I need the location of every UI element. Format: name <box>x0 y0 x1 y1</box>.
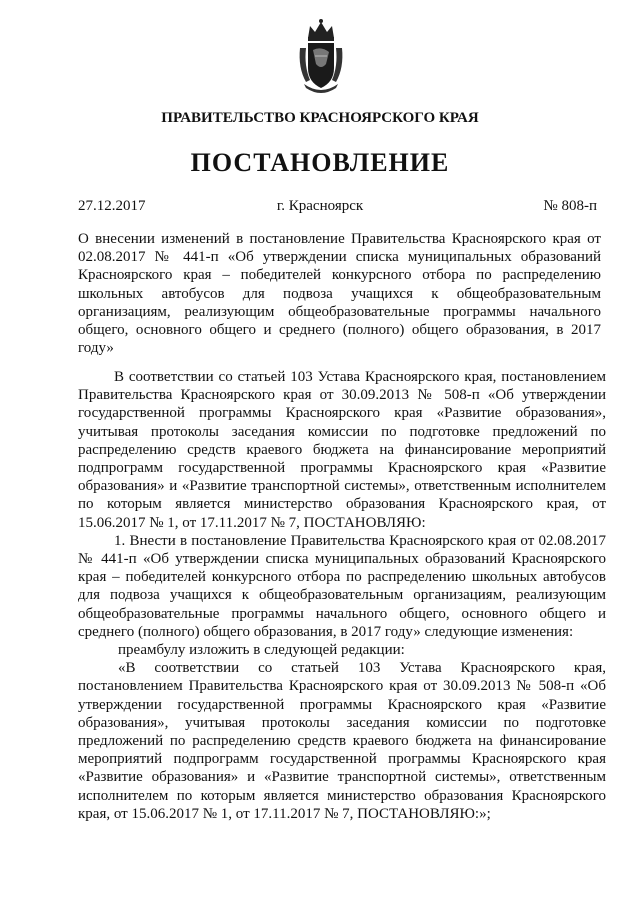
document-subject: О внесении изменений в постановление Правительства Красноярского края от 02.08.2017 № 441-п «Об утверждении списка муниципальных образований Красноярского края – победителей конкурсного отбора по распределению школьных автобусов для подвоза учащихся к общеобразовательным организациям, реализующим общеобразовательные программы начального общего, основного общего и среднего (полного) общего образования, в 2017 году» <box>78 231 601 357</box>
document-number: № 808-п <box>543 198 597 214</box>
body-paragraph-preamble: В соответствии со статьей 103 Устава Красноярского края, постановлением Правительства Красноярского края от 30.09.2013 № 508-п «Об утверждении государственной программы Красноярского края «Развитие образования», учитывая протоколы заседания комиссии по подготовке предложений по распределению средств краевого бюджета на финансирование мероприятий подпрограмм государственной программы Красноярского края «Развитие образования» и «Развитие транспортной системы», ответственным исполнителем по которым является министерство образования Красноярского края, от 15.06.2017 № 1, от 17.11.2017 № 7, ПОСТАНОВЛЯЮ: <box>78 369 606 531</box>
body-paragraph-item-1: 1. Внести в постановление Правительства Красноярского края от 02.08.2017 № 441-п «Об утверждении списка муниципальных образований Красноярского края – победителей конкурсного отбора по распределению школьных автобусов для подвоза учащихся к общеобразовательным организациям, реализующим общеобразовательные программы начального общего, основного общего и среднего (полного) общего образования, в 2017 году» следующие изменения: <box>78 532 606 640</box>
coat-of-arms-icon <box>298 18 344 94</box>
document-date: 27.12.2017 <box>78 198 146 214</box>
document-body <box>78 368 606 823</box>
government-name: ПРАВИТЕЛЬСТВО КРАСНОЯРСКОГО КРАЯ <box>161 110 479 126</box>
body-paragraph-new-preamble: «В соответствии со статьей 103 Устава Красноярского края, постановлением Правительства Красноярского края от 30.09.2013 № 508-п «Об утверждении государственной программы Красноярского края «Развитие образования», учитывая протоколы заседания комиссии по подготовке предложений по распределению средств краевого бюджета на финансирование мероприятий подпрограмм государственной программы Красноярского края «Развитие образования» и «Развитие транспортной системы», ответственным исполнителем по которым является министерство образования Красноярского края, от 15.06.2017 № 1, от 17.11.2017 № 7, ПОСТАНОВЛЯЮ:»; <box>78 660 606 822</box>
document-city: г. Красноярск <box>276 198 364 214</box>
body-paragraph-instruction: преамбулу изложить в следующей редакции: <box>118 642 405 659</box>
document-type-title: ПОСТАНОВЛЕНИЕ <box>190 148 450 177</box>
